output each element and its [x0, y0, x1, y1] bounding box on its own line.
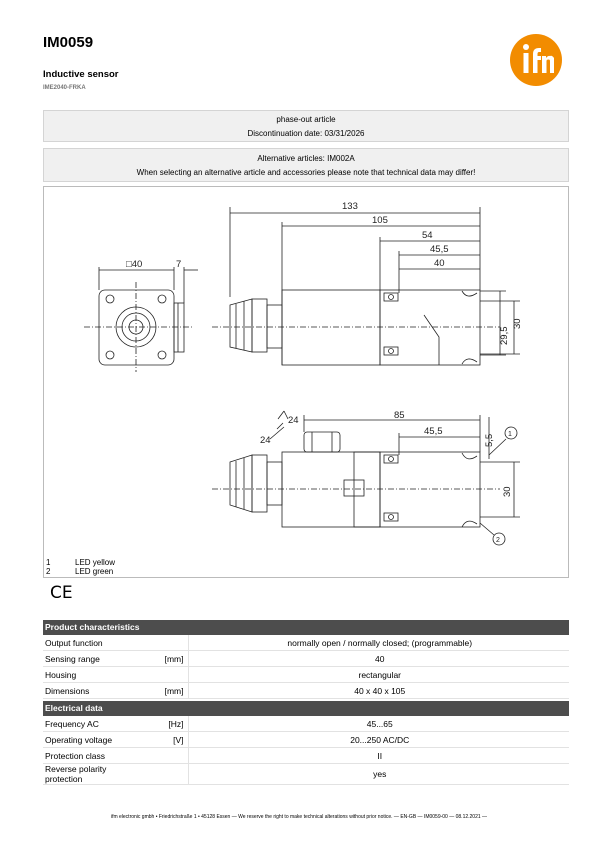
product-subtitle: Inductive sensor — [43, 69, 119, 80]
table-row: Dimensions [mm] 40 x 40 x 105 — [43, 683, 569, 699]
table-row: Protection class II — [43, 748, 569, 764]
dim-square-40: □40 — [126, 259, 143, 270]
alternative-warning: When selecting an alternative article and accessories please note that technical data may differ! — [136, 168, 476, 177]
side-view-top — [212, 207, 520, 365]
table-row: Output function normally open / normally closed; (programmable) — [43, 635, 569, 651]
alternative-notice — [43, 148, 569, 182]
table-row: Sensing range [mm] 40 — [43, 651, 569, 667]
product-characteristics-heading: Product characteristics — [43, 620, 569, 635]
ce-mark: CE — [50, 583, 73, 603]
electrical-data-heading: Electrical data — [43, 701, 569, 716]
wrench-24-top: 24 — [288, 415, 299, 426]
legend-item: 2 LED green — [46, 567, 114, 576]
dim-45-5: 45,5 — [430, 244, 449, 255]
side-view-bottom — [212, 411, 520, 545]
dim-85: 85 — [394, 410, 405, 421]
table-row: Housing rectangular — [43, 667, 569, 683]
product-characteristics-table — [43, 635, 569, 699]
callout-1: 1 — [508, 431, 512, 438]
dim-29-5: 29,5 — [499, 326, 510, 345]
dim-7: 7 — [176, 259, 182, 270]
ifm-logo — [510, 34, 562, 86]
dim-54: 54 — [422, 230, 433, 241]
article-code: IME2040-FRKA — [43, 85, 86, 91]
led-legend — [46, 558, 115, 576]
wrench-24-bottom: 24 — [260, 435, 271, 446]
discontinuation-date: Discontinuation date: 03/31/2026 — [247, 129, 365, 138]
front-view — [84, 267, 198, 372]
page-title: IM0059 — [43, 34, 94, 51]
dim-30-bottom: 30 — [502, 486, 513, 497]
dimension-drawing — [43, 186, 569, 578]
dim-45-5-bottom: 45,5 — [424, 426, 443, 437]
dim-5-5: 5,5 — [484, 433, 495, 447]
phase-out-notice — [43, 110, 569, 142]
table-row: Frequency AC [Hz] 45...65 — [43, 716, 569, 732]
dim-105: 105 — [372, 215, 388, 226]
legend-item: 1 LED yellow — [46, 558, 116, 567]
dim-40: 40 — [434, 258, 445, 269]
table-row: Reverse polarity protection yes — [43, 764, 569, 785]
electrical-data-table — [43, 716, 569, 785]
alternative-articles: Alternative articles: IM002A — [257, 154, 355, 163]
table-row: Operating voltage [V] 20...250 AC/DC — [43, 732, 569, 748]
callout-2: 2 — [496, 537, 500, 544]
dim-30-top: 30 — [512, 318, 523, 329]
phase-out-label: phase-out article — [276, 115, 336, 124]
dim-133: 133 — [342, 201, 358, 212]
page-footer: ifm electronic gmbh • Friedrichstraße 1 • 45128 Essen — We reserve the right to make technical alterations without prior notice. — EN-GB — IM0059-00 — 08.12.2021 — — [110, 814, 488, 820]
